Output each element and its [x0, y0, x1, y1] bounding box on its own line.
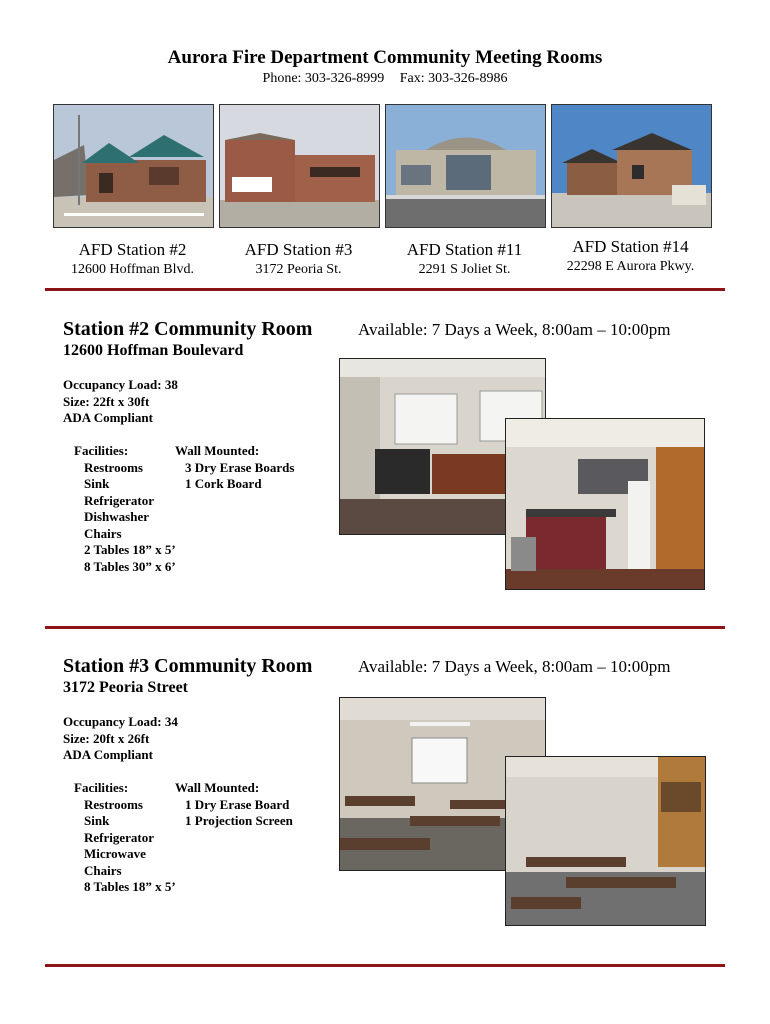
room-photo-station-2-kitchen — [505, 418, 705, 590]
facilities-label: Facilities: — [74, 780, 129, 795]
station-11-photo — [385, 104, 546, 228]
facility-item: Refrigerator — [84, 829, 155, 845]
station-14-photo — [551, 104, 712, 228]
station-name-2: AFD Station #2 — [78, 240, 187, 259]
facility-item: Sink — [84, 813, 110, 828]
facility-item: Microwave — [84, 846, 146, 861]
station-3-photo — [219, 104, 380, 228]
ada-compliance: ADA Compliant — [63, 410, 153, 425]
occupancy-load: Occupancy Load: 34 — [63, 714, 178, 729]
facility-item: Restrooms — [84, 796, 143, 812]
occupancy-load: Occupancy Load: 38 — [63, 377, 178, 392]
divider-rule — [45, 288, 725, 291]
room-availability: Available: 7 Days a Week, 8:00am – 10:00pm — [358, 320, 671, 339]
room-title: Station #2 Community Room — [63, 318, 313, 340]
facility-item: 8 Tables 30” x 6’ — [84, 558, 176, 574]
facility-item: Chairs — [84, 525, 122, 541]
room-specs — [63, 714, 178, 764]
contact-info — [0, 71, 770, 87]
facility-item: Refrigerator — [84, 492, 155, 508]
wall-mounted-list — [175, 443, 294, 493]
wall-item: 1 Dry Erase Board — [185, 796, 290, 812]
ada-compliance: ADA Compliant — [63, 747, 153, 762]
room-availability: Available: 7 Days a Week, 8:00am – 10:00pm — [358, 657, 671, 676]
facilities-list — [74, 443, 176, 575]
room-title: Station #3 Community Room — [63, 655, 313, 677]
wall-item: 1 Projection Screen — [185, 813, 293, 828]
facilities-label: Facilities: — [74, 443, 129, 458]
station-address-11: 2291 S Joliet St. — [418, 262, 511, 277]
station-address-2: 12600 Hoffman Blvd. — [70, 262, 194, 277]
station-2-photo — [53, 104, 214, 228]
wall-mounted-list — [175, 780, 293, 830]
room-photo-station-3-rear — [505, 756, 706, 926]
wall-mounted-label: Wall Mounted: — [175, 443, 260, 458]
divider-rule — [45, 626, 725, 629]
facility-item: Dishwasher — [84, 509, 150, 524]
divider-rule — [45, 964, 725, 967]
page-title: Aurora Fire Department Community Meeting Rooms — [167, 47, 603, 68]
wall-item: 1 Cork Board — [185, 476, 262, 491]
facilities-list — [74, 780, 176, 896]
station-name-14: AFD Station #14 — [572, 237, 689, 256]
station-address-3: 3172 Peoria St. — [255, 262, 342, 277]
room-address: 3172 Peoria Street — [63, 679, 188, 696]
room-address: 12600 Hoffman Boulevard — [63, 342, 244, 359]
wall-item: 3 Dry Erase Boards — [185, 459, 295, 475]
station-name-3: AFD Station #3 — [244, 240, 353, 259]
facility-item: 8 Tables 18” x 5’ — [84, 879, 176, 894]
station-address-14: 22298 E Aurora Pkwy. — [566, 259, 695, 274]
room-specs — [63, 377, 178, 427]
room-size: Size: 20ft x 26ft — [63, 730, 150, 746]
station-name-11: AFD Station #11 — [406, 240, 523, 259]
room-size: Size: 22ft x 30ft — [63, 393, 150, 409]
facility-item: Chairs — [84, 862, 122, 878]
facility-item: Restrooms — [84, 459, 143, 475]
wall-mounted-label: Wall Mounted: — [175, 780, 260, 795]
phone-number: Phone: 303-326-8999 — [262, 71, 385, 86]
fax-number: Fax: 303-326-8986 — [399, 71, 508, 86]
facility-item: Sink — [84, 476, 110, 491]
facility-item: 2 Tables 18” x 5’ — [84, 542, 176, 557]
